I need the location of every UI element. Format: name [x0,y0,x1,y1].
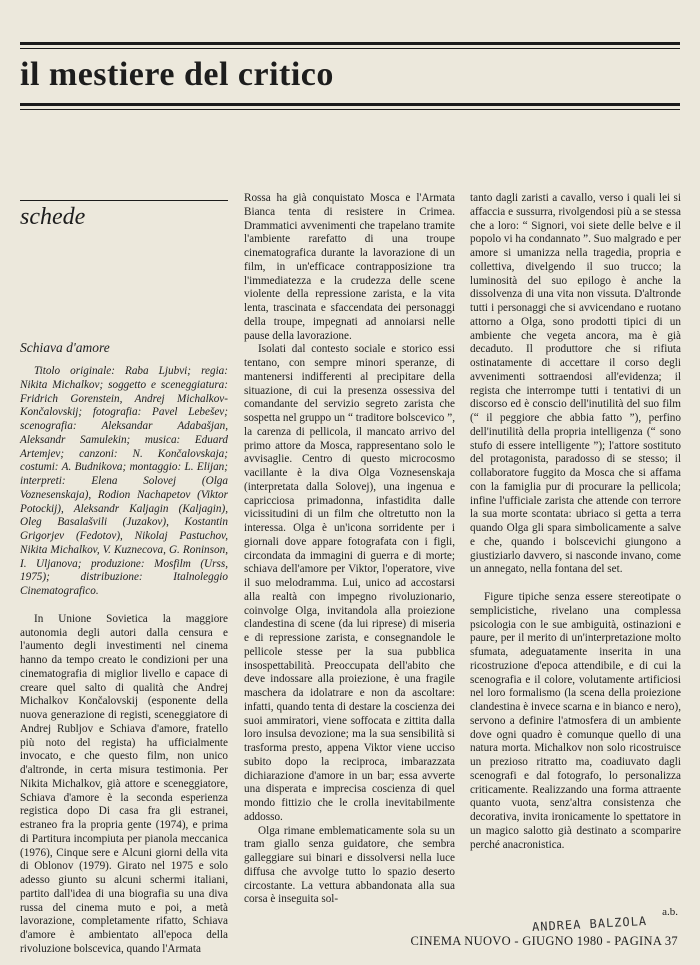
article-paragraph-1-continued: Rossa ha già conquistato Mosca e l'Armata Bianca tenta di resistere in Crimea. Drammatici avvenimenti che trapelano tramite l'ambiente rarefatto di una troupe cinematografica durante la lavorazione di un film, in un'efficace contrapposizione tra l'immediatezza e la crudezza delle scene violente della repressione zarista, e la vita lenta, trascinata e sfaccendata dei personaggi della troupe, impegnati ad annoiarsi nelle pause della lavorazione. [244,192,455,342]
film-title: Schiava d'amore [20,340,110,355]
author-initials: a.b. [662,906,678,918]
credits-paragraph: Titolo originale: Raba Ljubvi; regia: Nikita Michalkov; soggetto e sceneggiatura: Fridrich Gorenstein, Andrej Michalkov-Končalovskij; fotografia: Pavel Lebešev; scenografia: Aleksandar Adabašjan, Aleksandr Samulekin; musica: Eduard Artemjev; canzoni: N. Končalovskaja; costumi: A. Budnikova; montaggio: L. Elijan; interpreti: Elena Solovej (Olga Voznesenskaja), Rodion Nachapetov (Viktor Potockij), Aleksandr Kaljagin (Kaljagin), Oleg Basalašvili (Juzakov), Kostantin Grigorjev (Fedotov), Nikolaj Pastuchov, Nikita Michalkov, V. Kuznecova, G. Roninson, I. Uljanova; produzione: Mosfilm (Urss, 1975); distribuzione: Italnoleggio Cinematografico. [20,365,228,597]
header-rule-top-thick [20,42,680,45]
section-rule [20,200,228,201]
article-paragraph-4: Figure tipiche senza essere stereotipate o semplicistiche, rivelano una complessa psicologia con le sue ambiguità, ostinazioni e paure, per il merito di un'interpretazione molto sfumata, adeguatamente inserita in una ricostruzione d'epoca attendibile, e di cui la scenografia e il colore, volutamente artificiosi nel loro formalismo (la scena della proiezione clandestina è invece scarna e in bianco e nero), servono a definire l'atmosfera di un ambiente dove ogni quadro è comunque quello di una natura morta. Michalkov non solo ricostruisce un prezioso ritratto ma, coadiuvato dagli scenografi e dal fotografo, lo personalizza criticamente. Realizzando una forma attraente quanto vuota, senz'altra consistenza che decorativa, invita ironicamente lo spettatore in un magico salotto già destinato a scomparire perché anacronistica. [470,591,681,851]
header-rule-bottom-thick [20,103,680,106]
section-label: schede [20,204,86,230]
article-column-1 [20,365,228,955]
film-credits [20,365,228,599]
article-paragraph-3: Olga rimane emblematicamente sola su un tram giallo senza guidatore, che sembra galleggiare sui binari e dissolversi nella luce diffusa che avvolge tutto lo spazio deserto circostante. La vettura abbandonata alla sua corsa è inseguita sol- [244,824,455,906]
article-column-2-flow [244,192,455,907]
article-paragraph-2: Isolati dal contesto sociale e storico essi tentano, con sempre minori speranze, di mantenersi indifferenti al precipitare della situazione, di cui la presenza ossessiva del comandante del servizio segreto zarista che sospetta nel gruppo un “ traditore bolscevico ”, la carenza di pellicola, il mancato arrivo del primo attore da Mosca, rappresentano solo le avvisaglie. Centro di questo microcosmo vacillante è la diva Olga Voznesenskaja (interpretata dalla Solovej), una ingenua e capricciosa primadonna, infastidita dalle vicissitudini di un film che oltretutto non la interessa. Olga è un'icona sorridente per i giornali dove appare fotografata con i figli, circondata da immagini di guerra e di morte; schiava dell'amore per Viktor, l'operatore, vive il suo melodramma. Lui, unico ad accostarsi alla realtà con impegno rivoluzionario, coinvolge Olga, invitandola alla proiezione clandestina di scene (da lui riprese) di miseria e di repressione zarista, e consegnandole le pellicole stesse per la sua pubblica insospettabilità. Preoccupata dell'abito che deve indossare alla proiezione, è una fragile maschera da idolatrare e non da ascoltare: infatti, quando tenta di destare la coscienza dei suoi ammiratori, viene soffocata e zittita dalla loro insulsa devozione; ma la sua sensibilità si trasforma presto, appena Viktor viene ucciso subito dopo la reciproca, imbarazzata dichiarazione d'amore in un bar; essa avverte una disperata e imprecisa coscienza di quel mondo fittizio che le crolla inevitabilmente addosso. [244,343,455,823]
page-footer: CINEMA NUOVO - GIUGNO 1980 - PAGINA 37 [410,934,678,948]
article-paragraph-3-continued: tanto dagli zaristi a cavallo, verso i quali lei si affaccia e sussurra, rivolgendosi più a se stessa che a loro: “ Signori, voi siete delle belve e il popolo vi ha condannato ”. Suo malgrado e per amore si umanizza nella tragedia, propria e collettiva, divelgendo il suo trucco; la luminosità del suo epilogo è anche la dissolvenza di una vita non vissuta. D'altronde tutti i personaggi che si avvicendano e ruotano attorno a Olga, sono prodotti tipici di un ambiente che vegeta ancora, ma è già decaduto. Il produttore che si rifiuta ostinatamente di accettare il corso degli avvenimenti sottraendosi all'evidenza; il regista che interrompe tutti i tentativi di un discorso ed è conscio dell'inutilità del suo film (“ il peggiore che abbia fatto ”), perfino dell'inutilità della propria intelligenza (“ sono stufo di essere intelligente ”); l'attore sostituto del protagonista, paradosso di se stesso; il collaboratore fuggito da Mosca che si affama con la famiglia pur di procurare la pellicola; infine l'ufficiale zarista che attende con terrore la sua morte scontata: ubriaco si getta a terra quando Olga gli spara simbolicamente a salve e che, quando i bolscevichi giungono a giustiziarlo davvero, si nasconde invano, come un annegato, nella fontana del set. [470,192,681,576]
handwritten-signature: ANDREA BALZOLA [531,913,648,935]
article-column-3 [470,192,681,908]
article-paragraph-1: In Unione Sovietica la maggiore autonomia degli autori dalla censura e l'aumento degli investimenti nel cinema hanno da tempo creato le condizioni per una cinematografia di miglior livello e capace di creare quel salto di qualità che Andrej Michalkov Končalovskij (esponente della nuova generazione di registi, sceneggiatore di Andrej Rubljov e Schiava d'amore, fratello più noto del regista) ha ufficialmente invocato, e che questo film, non unico d'altronde, in certa misura testimonia. Per Nikita Michalkov, già attore e sceneggiatore, Schiava d'amore è la seconda esperienza registica dopo Di casa fra gli estranei, estraneo fra la propria gente (1974), e prima di Partitura incompiuta per pianola meccanica (1976), Cinque sere e Alcuni giorni della vita di Oblonov (1979). Girato nel 1975 e solo adesso giunto su alcuni schermi italiani, partito dall'idea di una biografia su una diva russa del cinema muto e poi, a metà lavorazione, completamente rifatto, Schiava d'amore è ambientato all'epoca della rivoluzione bolscevica, quando l'Armata [20,612,228,955]
article-column-2 [244,192,455,938]
page-title: il mestiere del critico [20,56,334,93]
header-rule-bottom-thin [20,109,680,110]
header-rule-top-thin [20,48,680,49]
